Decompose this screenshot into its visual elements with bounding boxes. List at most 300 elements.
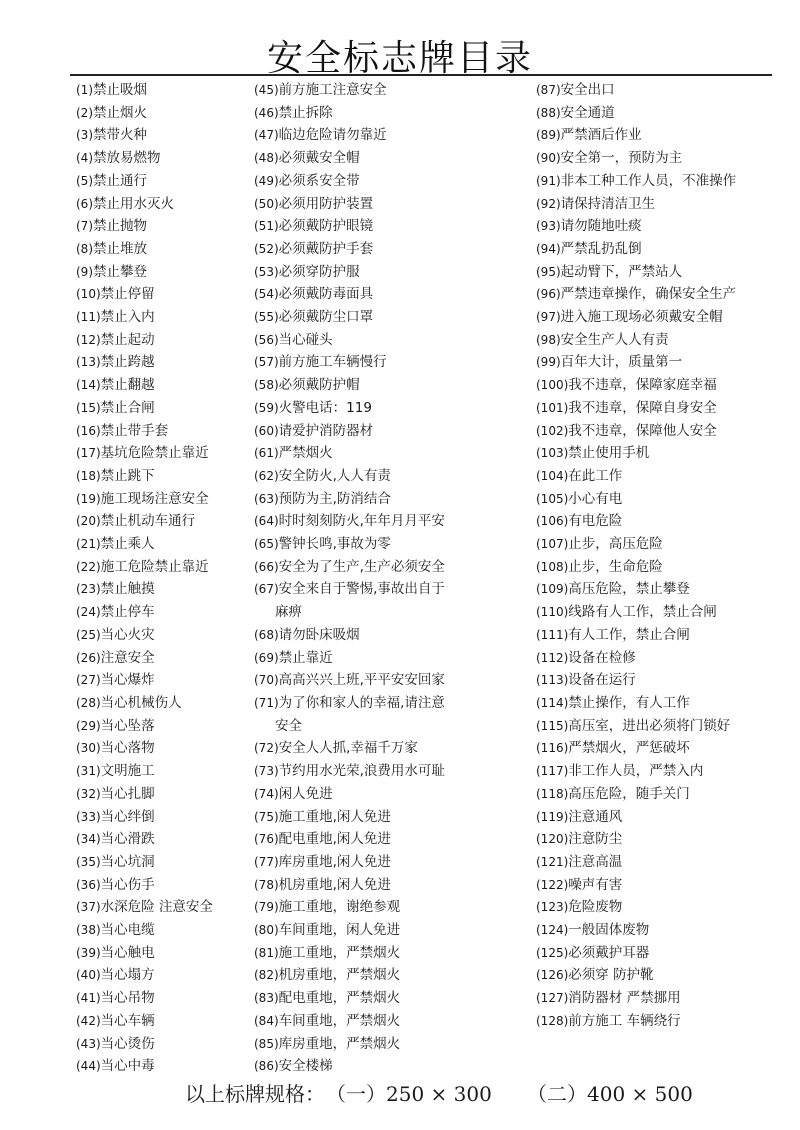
item-number: (114) <box>536 695 569 710</box>
item-text: 严禁烟火 <box>278 445 333 462</box>
item-text: 基坑危险禁止靠近 <box>100 445 209 462</box>
list-item <box>536 919 786 942</box>
list-item <box>76 942 246 965</box>
list-item <box>254 556 464 579</box>
item-number: (119) <box>536 809 569 824</box>
item-text: 禁止翻越 <box>100 377 155 394</box>
item-text: 当心吊物 <box>100 990 155 1007</box>
item-text: 禁止停车 <box>100 604 155 621</box>
item-number: (77) <box>254 854 279 869</box>
item-text: 当心碰头 <box>278 331 333 348</box>
item-text-continuation: 麻痹 <box>275 604 302 621</box>
page-title: 安全标志牌目录 <box>266 38 533 79</box>
item-number: (107) <box>536 537 569 552</box>
item-number: (70) <box>254 673 279 688</box>
item-text: 高压室，进出必须将门锁好 <box>568 717 731 734</box>
item-text: 当心落物 <box>100 740 155 757</box>
list-item <box>76 442 246 465</box>
list-item <box>536 737 786 760</box>
item-text: 高压危险，随手关门 <box>568 785 690 802</box>
item-text: 有电危险 <box>568 513 623 530</box>
item-text: 禁止跳下 <box>100 467 155 484</box>
list-item <box>76 737 246 760</box>
list-item <box>76 420 246 443</box>
item-number: (84) <box>254 1013 279 1028</box>
item-number: (85) <box>254 1036 279 1051</box>
item-number: (109) <box>536 582 569 597</box>
item-text: 线路有人工作，禁止合闸 <box>568 604 717 621</box>
item-number: (78) <box>254 877 279 892</box>
list-item <box>254 306 464 329</box>
item-number: (39) <box>76 945 101 960</box>
list-item <box>254 1055 464 1078</box>
list-item <box>536 147 786 170</box>
item-number: (73) <box>254 764 279 779</box>
spec-size-2: （二）400 × 500 <box>527 1082 693 1106</box>
list-item <box>536 874 786 897</box>
item-number: (75) <box>254 809 279 824</box>
list-item <box>536 170 786 193</box>
item-number: (123) <box>536 900 569 915</box>
item-text: 禁止乘人 <box>100 536 155 553</box>
item-number: (115) <box>536 718 569 733</box>
item-text: 车间重地，严禁烟火 <box>278 1012 401 1029</box>
item-number: (5) <box>76 173 93 188</box>
item-text: 当心滑跌 <box>100 831 155 848</box>
list-item <box>536 442 786 465</box>
list-item <box>76 896 246 919</box>
item-number: (86) <box>254 1059 279 1074</box>
list-item <box>76 329 246 352</box>
item-text: 施工重地，严禁烟火 <box>278 944 401 961</box>
list-item <box>536 533 786 556</box>
list-item <box>536 215 786 238</box>
list-item <box>76 533 246 556</box>
list-item <box>536 283 786 306</box>
item-text: 有人工作，禁止合闸 <box>568 626 690 643</box>
item-number: (27) <box>76 673 101 688</box>
item-number: (13) <box>76 355 101 370</box>
item-number: (56) <box>254 332 279 347</box>
item-number: (118) <box>536 786 569 801</box>
list-item <box>76 919 246 942</box>
list-item <box>254 193 464 216</box>
list-item <box>536 669 786 692</box>
item-number: (37) <box>76 900 101 915</box>
item-number: (124) <box>536 923 569 938</box>
item-text: 禁止靠近 <box>278 649 333 666</box>
item-number: (98) <box>536 332 561 347</box>
list-item <box>254 124 464 147</box>
item-number: (121) <box>536 854 569 869</box>
item-number: (93) <box>536 219 561 234</box>
item-text: 必须穿防护服 <box>278 263 360 280</box>
list-item <box>254 828 464 851</box>
list-item <box>76 465 246 488</box>
item-text: 机房重地，严禁烟火 <box>278 967 401 984</box>
list-item <box>254 488 464 511</box>
list-item <box>76 1033 246 1056</box>
item-text: 注意高温 <box>568 853 623 870</box>
list-item <box>536 715 786 738</box>
item-number: (46) <box>254 105 279 120</box>
item-number: (18) <box>76 468 101 483</box>
sign-list-column-3 <box>536 79 786 1033</box>
item-text: 安全人人抓,幸福千万家 <box>278 740 418 757</box>
list-item <box>76 806 246 829</box>
item-number: (80) <box>254 923 279 938</box>
sign-list-column-1 <box>76 79 246 1078</box>
list-item <box>76 397 246 420</box>
list-item <box>536 397 786 420</box>
item-number: (16) <box>76 423 101 438</box>
item-number: (17) <box>76 446 101 461</box>
item-text: 施工重地，谢绝参观 <box>278 899 401 916</box>
list-item <box>76 669 246 692</box>
list-item <box>536 465 786 488</box>
list-item <box>76 283 246 306</box>
item-text: 禁止抛物 <box>93 218 147 235</box>
item-text: 当心火灾 <box>100 626 155 643</box>
item-text: 必须戴防护帽 <box>278 377 360 394</box>
item-text: 当心塌方 <box>100 967 155 984</box>
list-item <box>536 102 786 125</box>
list-item <box>76 715 246 738</box>
item-number: (49) <box>254 173 279 188</box>
item-text: 当心爆炸 <box>100 672 155 689</box>
item-text: 请爱护消防器材 <box>278 422 374 439</box>
item-text: 禁放易燃物 <box>93 150 161 167</box>
item-text: 禁止使用手机 <box>568 445 650 462</box>
list-item <box>76 647 246 670</box>
item-text: 当心伤手 <box>100 876 155 893</box>
list-item <box>536 1010 786 1033</box>
item-number: (8) <box>76 241 93 256</box>
list-item <box>536 556 786 579</box>
item-text: 请勿卧床吸烟 <box>278 626 360 643</box>
item-text: 噪声有害 <box>568 876 623 893</box>
item-text: 禁止攀登 <box>93 263 147 280</box>
item-number: (64) <box>254 514 279 529</box>
list-item <box>76 874 246 897</box>
list-item <box>76 193 246 216</box>
item-number: (104) <box>536 468 569 483</box>
item-text: 前方施工车辆慢行 <box>278 354 387 371</box>
item-number: (9) <box>76 264 93 279</box>
item-number: (22) <box>76 559 101 574</box>
item-number: (92) <box>536 196 561 211</box>
item-number: (81) <box>254 945 279 960</box>
list-item <box>254 442 464 465</box>
item-number: (30) <box>76 741 101 756</box>
list-item <box>254 79 464 102</box>
item-text: 高压危险，禁止攀登 <box>568 581 690 598</box>
item-text: 禁止触摸 <box>100 581 155 598</box>
item-number: (34) <box>76 832 101 847</box>
list-item <box>536 351 786 374</box>
item-text: 禁止入内 <box>100 309 155 326</box>
list-item <box>536 510 786 533</box>
list-item <box>76 215 246 238</box>
item-text: 库房重地,闲人免进 <box>278 853 391 870</box>
item-text: 危险废物 <box>568 899 623 916</box>
list-item <box>254 170 464 193</box>
item-number: (106) <box>536 514 569 529</box>
item-number: (31) <box>76 764 101 779</box>
list-item <box>536 692 786 715</box>
item-text: 注意安全 <box>100 649 155 666</box>
item-number: (83) <box>254 991 279 1006</box>
item-text: 预防为主,防消结合 <box>278 490 391 507</box>
item-text: 为了你和家人的幸福,请注意 <box>278 694 445 711</box>
item-text: 当心烫伤 <box>100 1035 155 1052</box>
list-item <box>536 193 786 216</box>
item-text: 必须戴安全帽 <box>278 150 360 167</box>
list-item <box>254 283 464 306</box>
item-text: 临边危险请勿靠近 <box>278 127 387 144</box>
item-number: (41) <box>76 991 101 1006</box>
item-number: (128) <box>536 1013 569 1028</box>
item-text: 配电重地，严禁烟火 <box>278 990 401 1007</box>
item-text: 施工重地,闲人免进 <box>278 808 391 825</box>
list-item <box>536 828 786 851</box>
item-text: 机房重地,闲人免进 <box>278 876 391 893</box>
list-item <box>536 374 786 397</box>
list-item <box>254 942 464 965</box>
item-text: 安全为了生产,生产必须安全 <box>278 558 445 575</box>
item-text: 禁止合闸 <box>100 399 155 416</box>
spec-label: 以上标牌规格： <box>185 1082 325 1106</box>
item-number: (71) <box>254 695 279 710</box>
list-item <box>254 1010 464 1033</box>
list-item <box>254 215 464 238</box>
list-item <box>536 238 786 261</box>
list-item <box>536 420 786 443</box>
item-number: (7) <box>76 219 93 234</box>
list-item <box>254 351 464 374</box>
item-number: (89) <box>536 128 561 143</box>
item-number: (48) <box>254 151 279 166</box>
item-text: 安全来自于警惕,事故出自于 <box>278 581 445 598</box>
item-text: 严禁乱扔乱倒 <box>560 240 642 257</box>
item-text: 闲人免进 <box>278 785 333 802</box>
item-text: 安全第一，预防为主 <box>560 150 683 167</box>
item-text: 当心车辆 <box>100 1012 155 1029</box>
item-number: (33) <box>76 809 101 824</box>
item-number: (66) <box>254 559 279 574</box>
item-number: (21) <box>76 537 101 552</box>
list-item <box>536 261 786 284</box>
list-item <box>254 397 464 420</box>
item-text: 禁止跨越 <box>100 354 155 371</box>
list-item <box>536 624 786 647</box>
list-item <box>254 987 464 1010</box>
item-number: (95) <box>536 264 561 279</box>
item-number: (122) <box>536 877 569 892</box>
list-item <box>76 692 246 715</box>
item-text: 必须戴防尘口罩 <box>278 309 374 326</box>
item-number: (35) <box>76 854 101 869</box>
item-text: 禁止带手套 <box>100 422 169 439</box>
item-text: 设备在检修 <box>568 649 636 666</box>
item-number: (126) <box>536 968 569 983</box>
item-text: 止步，高压危险 <box>568 536 663 553</box>
item-text: 车间重地，闲人免进 <box>278 922 401 939</box>
list-item <box>76 1055 246 1078</box>
item-text: 文明施工 <box>100 763 155 780</box>
item-number: (90) <box>536 151 561 166</box>
item-number: (51) <box>254 219 279 234</box>
item-number: (28) <box>76 695 101 710</box>
item-number: (58) <box>254 378 279 393</box>
list-item <box>536 647 786 670</box>
item-number: (117) <box>536 764 569 779</box>
item-number: (102) <box>536 423 569 438</box>
item-number: (55) <box>254 310 279 325</box>
list-item <box>536 942 786 965</box>
list-item <box>254 533 464 556</box>
item-number: (61) <box>254 446 279 461</box>
list-item <box>254 964 464 987</box>
item-text: 注意防尘 <box>568 831 623 848</box>
list-item <box>536 783 786 806</box>
item-number: (19) <box>76 491 101 506</box>
list-item <box>536 79 786 102</box>
list-item <box>536 964 786 987</box>
list-item <box>76 238 246 261</box>
list-item <box>254 238 464 261</box>
sign-list-column-2 <box>254 79 464 1078</box>
item-text: 在此工作 <box>568 467 623 484</box>
list-item <box>254 420 464 443</box>
list-item <box>536 124 786 147</box>
list-item <box>254 465 464 488</box>
list-item <box>536 488 786 511</box>
item-text: 我不违章，保障他人安全 <box>568 422 717 439</box>
list-item <box>76 374 246 397</box>
item-number: (47) <box>254 128 279 143</box>
list-item <box>76 147 246 170</box>
item-number: (63) <box>254 491 279 506</box>
item-number: (88) <box>536 105 561 120</box>
item-text: 安全通道 <box>560 104 615 121</box>
item-text: 消防器材 严禁挪用 <box>568 990 681 1007</box>
item-number: (52) <box>254 241 279 256</box>
item-text: 节约用水光荣,浪费用水可耻 <box>278 763 445 780</box>
item-text: 禁止吸烟 <box>93 82 147 98</box>
list-item <box>536 329 786 352</box>
list-item <box>76 624 246 647</box>
list-item <box>254 783 464 806</box>
item-text: 当心中毒 <box>100 1058 155 1075</box>
item-text: 一般固体废物 <box>568 922 650 939</box>
item-number: (32) <box>76 786 101 801</box>
list-item <box>254 147 464 170</box>
item-number: (40) <box>76 968 101 983</box>
list-item <box>76 170 246 193</box>
title-underline <box>70 74 772 76</box>
list-item <box>76 306 246 329</box>
item-text: 时时刻刻防火,年年月月平安 <box>278 513 445 530</box>
item-number: (3) <box>76 128 93 143</box>
item-number: (38) <box>76 923 101 938</box>
item-text: 禁带火种 <box>93 127 147 144</box>
list-item <box>536 601 786 624</box>
item-text: 严禁烟火，严惩破坏 <box>568 740 690 757</box>
item-number: (101) <box>536 400 569 415</box>
item-text: 前方施工注意安全 <box>278 82 387 98</box>
item-number: (29) <box>76 718 101 733</box>
item-number: (111) <box>536 627 569 642</box>
item-text: 必须戴护耳器 <box>568 944 650 961</box>
list-item <box>536 806 786 829</box>
list-item <box>76 261 246 284</box>
item-number: (26) <box>76 650 101 665</box>
item-number: (6) <box>76 196 93 211</box>
item-text: 注意通风 <box>568 808 623 825</box>
item-number: (125) <box>536 945 569 960</box>
item-number: (36) <box>76 877 101 892</box>
item-text-continuation: 安全 <box>275 717 302 734</box>
list-item <box>254 374 464 397</box>
item-text: 水深危险 注意安全 <box>100 899 213 916</box>
item-text: 非工作人员，严禁入内 <box>568 763 704 780</box>
list-item <box>254 874 464 897</box>
item-number: (42) <box>76 1013 101 1028</box>
item-text: 配电重地,闲人免进 <box>278 831 391 848</box>
list-item <box>76 351 246 374</box>
item-text: 必须戴防毒面具 <box>278 286 374 303</box>
list-item <box>254 578 464 601</box>
list-item <box>76 760 246 783</box>
list-item <box>76 488 246 511</box>
item-text: 必须戴防护手套 <box>278 240 374 257</box>
item-text: 我不违章，保障家庭幸福 <box>568 377 717 394</box>
item-number: (43) <box>76 1036 101 1051</box>
item-number: (11) <box>76 310 101 325</box>
item-number: (57) <box>254 355 279 370</box>
item-text: 当心电缆 <box>100 922 155 939</box>
item-text: 禁止拆除 <box>278 104 333 121</box>
item-text: 百年大计，质量第一 <box>560 354 683 371</box>
item-number: (79) <box>254 900 279 915</box>
item-number: (25) <box>76 627 101 642</box>
item-text: 禁止通行 <box>93 172 147 189</box>
item-text: 当心机械伤人 <box>100 694 182 711</box>
item-text: 当心扎脚 <box>100 785 155 802</box>
item-number: (4) <box>76 151 93 166</box>
item-number: (94) <box>536 241 561 256</box>
item-text: 警钟长鸣,事故为零 <box>278 536 391 553</box>
item-text: 当心坑洞 <box>100 853 155 870</box>
item-text: 高高兴兴上班,平平安安回家 <box>278 672 445 689</box>
list-item <box>254 760 464 783</box>
item-number: (15) <box>76 400 101 415</box>
item-text: 禁止烟火 <box>93 104 147 121</box>
item-text: 严禁酒后作业 <box>560 127 642 144</box>
item-number: (68) <box>254 627 279 642</box>
item-text: 严禁违章操作，确保安全生产 <box>560 286 737 303</box>
list-item <box>76 102 246 125</box>
item-text: 禁止堆放 <box>93 240 147 257</box>
list-item <box>254 896 464 919</box>
list-item <box>536 987 786 1010</box>
item-number: (60) <box>254 423 279 438</box>
item-number: (103) <box>536 446 569 461</box>
item-number: (44) <box>76 1059 101 1074</box>
item-text: 当心绊倒 <box>100 808 155 825</box>
item-text: 禁止用水灭火 <box>93 195 174 212</box>
